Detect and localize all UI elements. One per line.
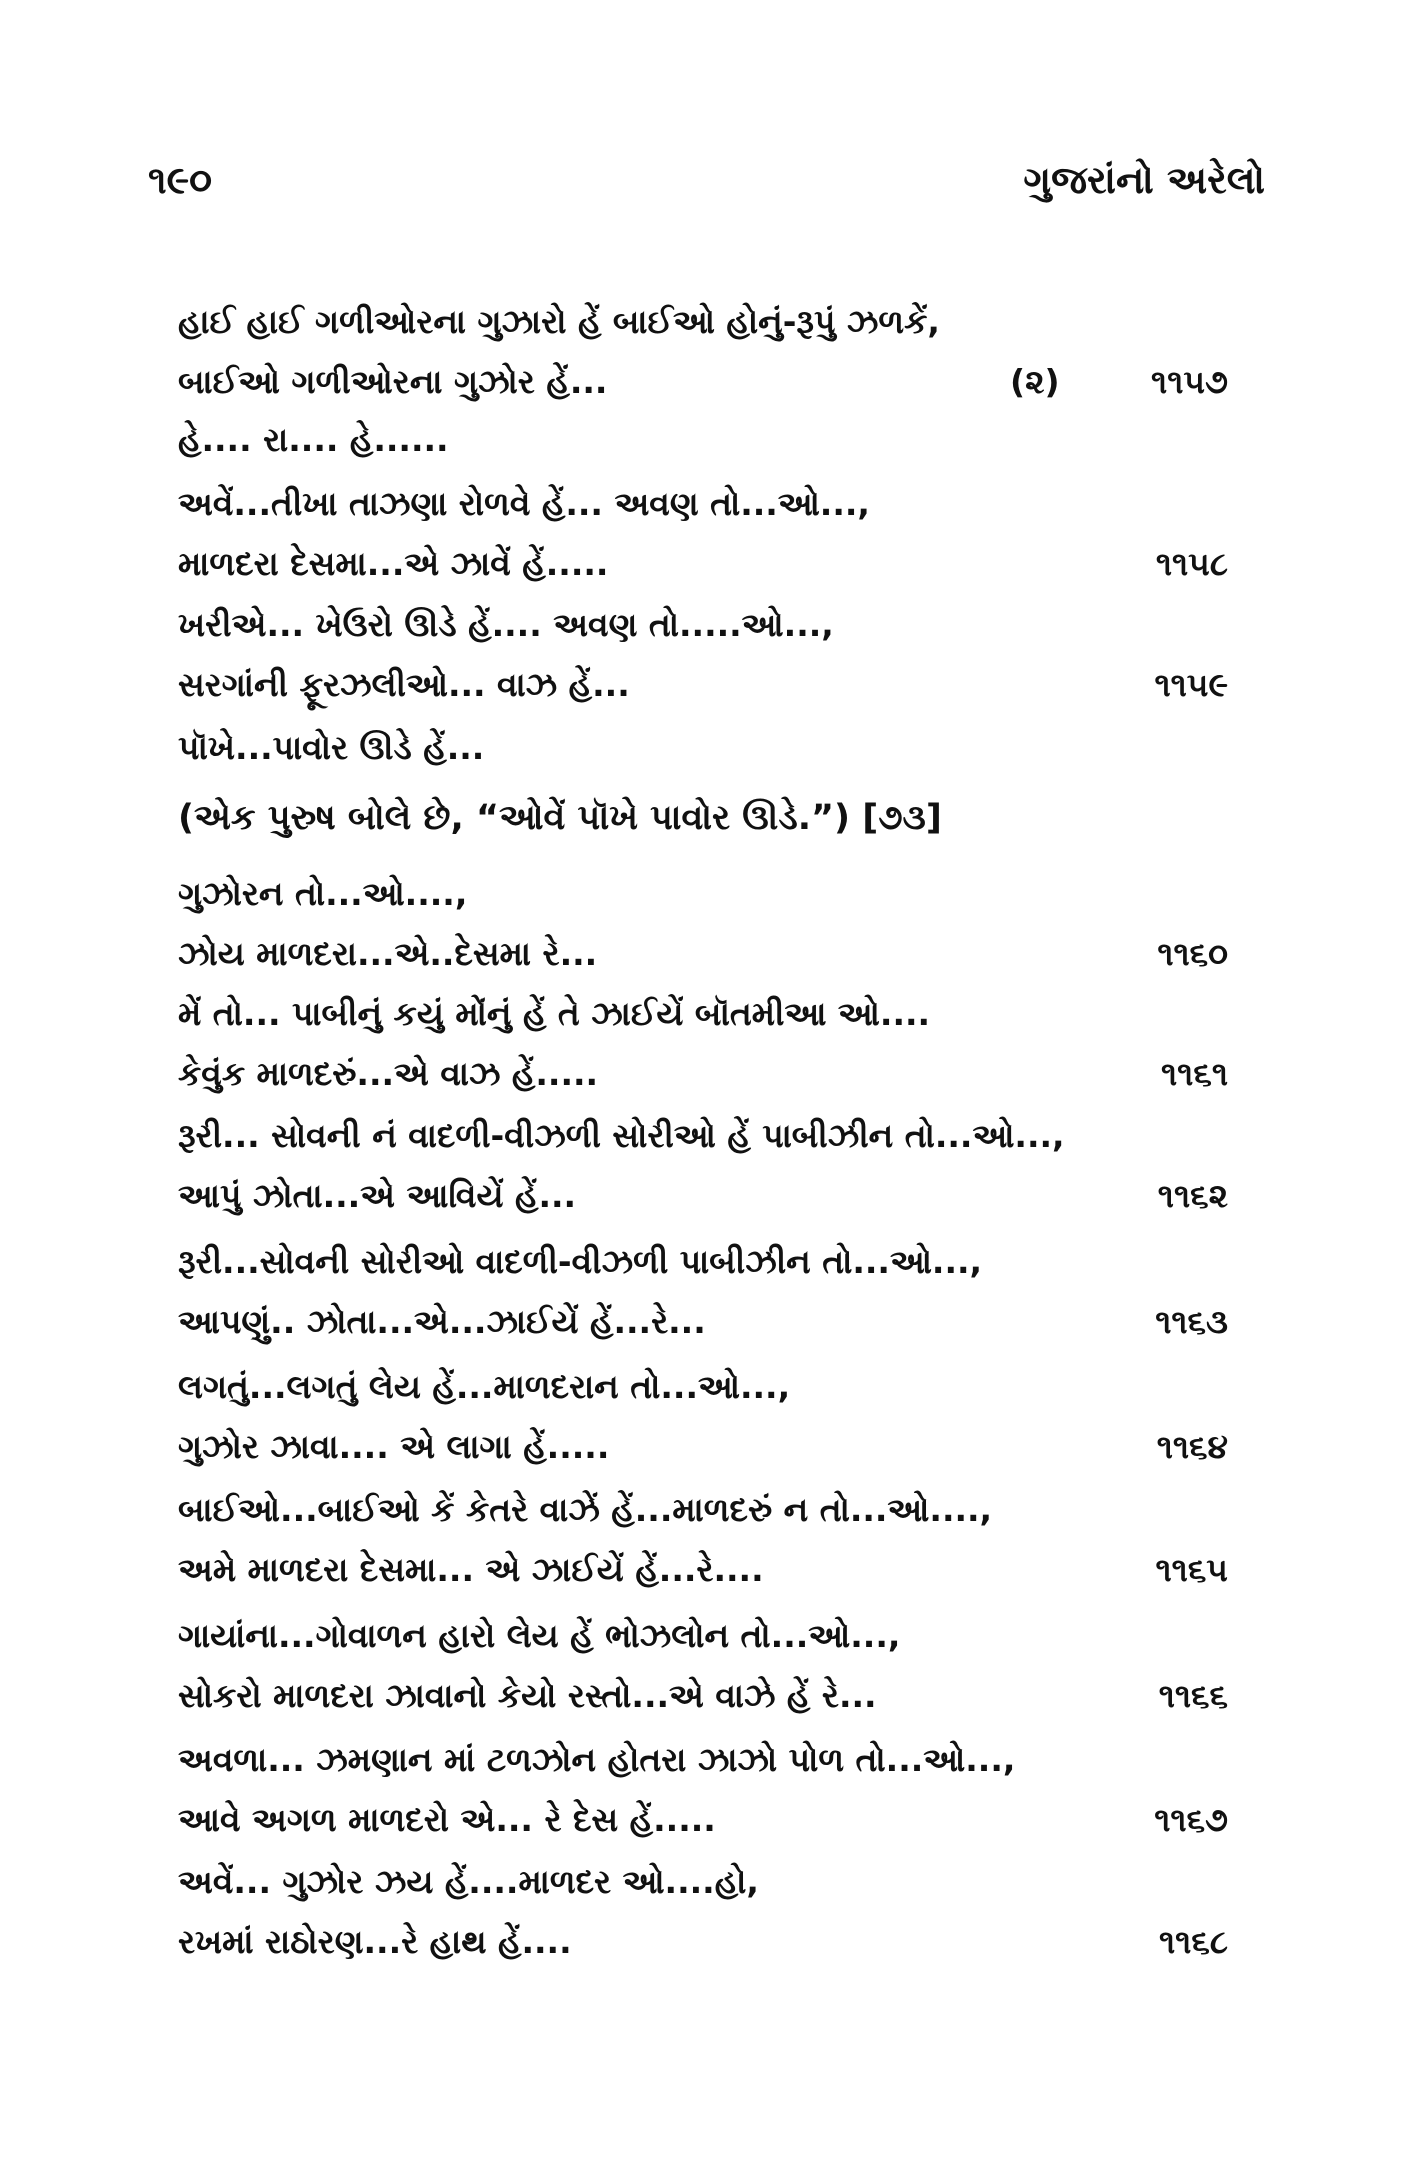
verse-text: રૂરી... સોવની નં વાદળી-વીઝળી સોરીઓ હેં પાબીઝીન તો...ઓ..., — [178, 1116, 1065, 1155]
stanza — [178, 1357, 1228, 1477]
verse-text: અમે માળદરા દેસમા... એ ઝાઈયેં હેં...રે.... — [178, 1550, 764, 1589]
verse-text: આપું ઝોતા...એ આવિયેં હેં... — [178, 1176, 577, 1215]
stanza — [178, 788, 1228, 848]
line-number: ૧૧૫૯ — [1154, 665, 1228, 704]
line-number: ૧૧૬૧ — [1161, 1054, 1228, 1093]
verse-line — [178, 1606, 1228, 1666]
running-title: ગુજરાંનો અરેલો — [1023, 158, 1265, 202]
line-number: ૧૧૬૨ — [1157, 1176, 1228, 1215]
verse-text: હે.... રા.... હે...... — [178, 420, 449, 459]
verse-text: બાઈઓ ગળીઓરના ગુઝોર હેં... — [178, 362, 608, 401]
verse-line — [178, 534, 1228, 594]
verse-line — [178, 292, 1228, 352]
verse-line — [178, 1044, 1228, 1104]
verse-line — [178, 1730, 1228, 1790]
line-number: ૧૧૬૮ — [1159, 1922, 1228, 1961]
verse-line — [178, 655, 1228, 715]
verse-line — [178, 474, 1228, 534]
line-number: ૧૧૫૮ — [1155, 544, 1228, 583]
stanza — [178, 1480, 1228, 1600]
stanza — [178, 1232, 1228, 1352]
verse-text: ગુઝોરન તો...ઓ...., — [178, 874, 468, 913]
verse-line — [178, 1357, 1228, 1417]
line-number: ૧૧૬૪ — [1156, 1427, 1228, 1466]
stanza — [178, 1106, 1228, 1226]
verse-line — [178, 1852, 1228, 1912]
verse-line — [178, 1666, 1228, 1726]
verse-text: અવેં... ગુઝોર ઝય હેં....માળદર ઓ....હો, — [178, 1862, 759, 1901]
verse-text: ઝોય માળદરા...એ..દેસમા રે... — [178, 934, 598, 973]
line-number: ૧૧૫૭ — [1151, 362, 1228, 401]
verse-text: માળદરા દેસમા...એ ઝાવેં હેં..... — [178, 544, 609, 583]
stanza — [178, 718, 1228, 778]
line-number: ૧૧૬૬ — [1158, 1676, 1228, 1715]
prose-note — [178, 788, 1228, 848]
stanza — [178, 474, 1228, 594]
stanza — [178, 1606, 1228, 1726]
verse-text: ગુઝોર ઝાવા.... એ લાગા હેં..... — [178, 1427, 610, 1466]
verse-line — [178, 1232, 1228, 1292]
line-number: ૧૧૬૭ — [1154, 1800, 1228, 1839]
verse-text: લગતું...લગતું લેય હેં...માળદરાન તો...ઓ..., — [178, 1367, 791, 1406]
stanza — [178, 292, 1228, 412]
verse-text: સરગાંની ફૂરઝલીઓ... વાઝ હેં... — [178, 665, 630, 704]
verse-text: ગાયાંના...ગોવાળન હારો લેય હેં ભોઝલોન તો...ઓ..., — [178, 1616, 901, 1655]
stanza — [178, 1730, 1228, 1850]
verse-line — [178, 595, 1228, 655]
page-number: ૧૯૦ — [148, 158, 212, 202]
stanza — [178, 410, 1228, 470]
verse-text: (એક પુરુષ બોલે છે, “ઓવેં પૉખે પાવોર ઊડે.”) [૭૩] — [178, 798, 942, 838]
verse-line — [178, 1540, 1228, 1600]
verse-line — [178, 1106, 1228, 1166]
stanza — [178, 595, 1228, 715]
verse-line — [178, 984, 1228, 1044]
verse-text: આવે અગળ માળદરો એ... રે દેસ હેં..... — [178, 1800, 716, 1839]
verse-line — [178, 410, 1228, 470]
stanza — [178, 1852, 1228, 1972]
verse-text: સોકરો માળદરા ઝાવાનો કેયો રસ્તો...એ વાઝે હેં રે... — [178, 1676, 877, 1715]
verse-text: રૂરી...સોવની સોરીઓ વાદળી-વીઝળી પાબીઝીન તો...ઓ..., — [178, 1242, 983, 1281]
verse-text: કેવુંક માળદરું...એ વાઝ હેં..... — [178, 1054, 599, 1093]
verse-line — [178, 1790, 1228, 1850]
stanza — [178, 984, 1228, 1104]
verse-text: અવેં...તીખા તાઝણા રોળવે હેં... અવણ તો...ઓ..., — [178, 484, 870, 523]
line-number: ૧૧૬૦ — [1157, 934, 1228, 973]
verse-text: પૉખે...પાવોર ઊડે હેં... — [178, 728, 485, 767]
verse-line — [178, 1417, 1228, 1477]
verse-line — [178, 718, 1228, 778]
verse-text: ખરીએ... ખેઉરો ઊડે હેં.... અવણ તો.....ઓ..., — [178, 605, 834, 644]
refrain-mark: (૨) — [1010, 362, 1060, 401]
verse-line — [178, 1292, 1228, 1352]
verse-line — [178, 1912, 1228, 1972]
verse-line — [178, 864, 1228, 924]
verse-text: રખમાં રાઠોરણ...રે હાથ હેં.... — [178, 1922, 572, 1961]
verse-text: અવળા... ઝમણાન માં ટળઝોન હોતરા ઝાઝો પોળ તો...ઓ..., — [178, 1740, 1016, 1779]
stanza — [178, 864, 1228, 984]
verse-line — [178, 1480, 1228, 1540]
verse-line — [178, 924, 1228, 984]
verse-line — [178, 352, 1228, 412]
verse-text: બાઈઓ...બાઈઓ કેં કેતરે વાઝેં હેં...માળદરું ન તો...ઓ...., — [178, 1490, 993, 1529]
verse-line — [178, 1166, 1228, 1226]
verse-text: આપણું.. ઝોતા...એ...ઝાઈયેં હેં...રે... — [178, 1302, 706, 1341]
line-number: ૧૧૬૩ — [1155, 1302, 1228, 1341]
verse-text: મેં તો... પાબીનું કયું મોંનું હેં તે ઝાઈયેં બૉતમીઆ ઓ.... — [178, 994, 931, 1033]
line-number: ૧૧૬૫ — [1155, 1550, 1228, 1589]
verse-text: હાઈ હાઈ ગળીઓરના ગુઝારો હેં બાઈઓ હોનું-રૂપું ઝળકેં, — [178, 302, 940, 341]
